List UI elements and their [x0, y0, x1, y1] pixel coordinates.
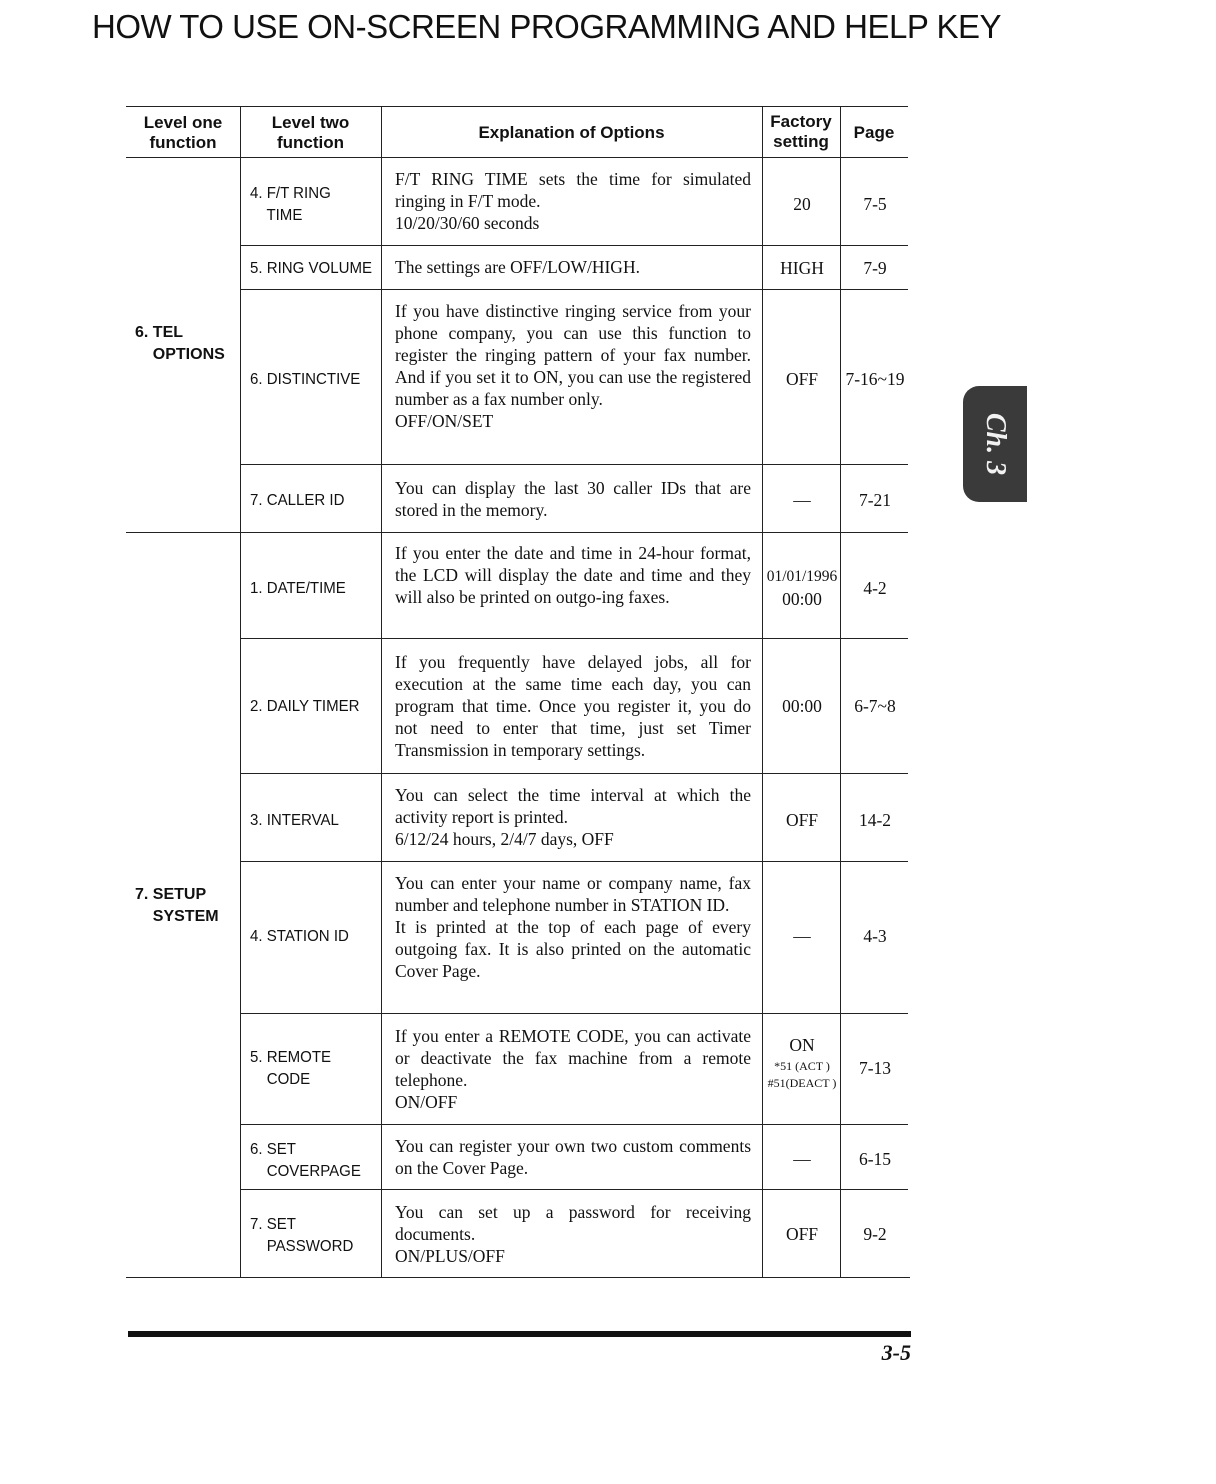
- explanation-station-id: You can enter your name or company name, fax number and telephone number in STATION ID. It is printed at the top of each page of every outgoing fax. It is also printed on the automatic Cover Page.: [395, 873, 751, 981]
- explanation-interval: You can select the time interval at which the activity report is printed. 6/12/24 hours, 2/4/7 days, OFF: [395, 785, 751, 849]
- page-set-coverpage: 6-15: [858, 1149, 892, 1169]
- page-distinctive: 7-16~19: [845, 369, 905, 389]
- page-ring-volume: 7-9: [863, 258, 887, 278]
- page-remote-code: 7-13: [858, 1058, 892, 1078]
- explanation-distinctive: If you have distinctive ringing service from your phone company, you can use this function to register the ringing pattern of your fax number. And if you set it to ON, you can use the registered number as a fax number only. OFF/ON/SET: [395, 301, 751, 431]
- header-page: Page: [853, 123, 895, 142]
- level-two-station-id: 4. STATION ID: [250, 928, 349, 945]
- page-date-time: 4-2: [863, 578, 887, 598]
- level-two-ring-volume: 5. RING VOLUME: [250, 260, 373, 277]
- explanation-ft-ring-time: F/T RING TIME sets the time for simulated ringing in F/T mode. 10/20/30/60 seconds: [395, 169, 751, 233]
- group-tel-options: 6. TEL OPTIONS: [135, 324, 225, 363]
- factory-caller-id: —: [793, 490, 811, 510]
- header-level-one: Level one function: [143, 113, 223, 152]
- footer-rule: [128, 1331, 911, 1337]
- factory-interval: OFF: [785, 810, 819, 830]
- explanation-ring-volume: The settings are OFF/LOW/HIGH.: [395, 257, 640, 277]
- factory-remote-code: [763, 1034, 841, 1090]
- page-caller-id: 7-21: [858, 490, 892, 510]
- factory-daily-timer: 00:00: [782, 696, 822, 716]
- level-two-remote-code: 5. REMOTE CODE: [250, 1049, 332, 1088]
- page-ft-ring-time: 7-5: [863, 194, 887, 214]
- level-two-ft-ring-time: 4. F/T RING TIME: [250, 185, 331, 224]
- header-factory-setting: Factory setting: [770, 112, 832, 151]
- explanation-remote-code: If you enter a REMOTE CODE, you can activate or deactivate the fax machine from a remote telephone. ON/OFF: [395, 1026, 751, 1112]
- level-two-daily-timer: 2. DAILY TIMER: [250, 698, 360, 715]
- factory-set-coverpage: —: [793, 1149, 811, 1169]
- factory-date-time: [763, 566, 841, 610]
- page-interval: 14-2: [858, 810, 892, 830]
- factory-time: 00:00: [782, 589, 822, 609]
- factory-remote-code-act: *51 (ACT ): [774, 1059, 830, 1073]
- explanation-caller-id: You can display the last 30 caller IDs that are stored in the memory.: [395, 478, 751, 520]
- level-two-interval: 3. INTERVAL: [250, 812, 339, 829]
- header-explanation: Explanation of Options: [478, 123, 665, 142]
- explanation-date-time: If you enter the date and time in 24-hour format, the LCD will display the date and time and they will also be printed on outgo-ing faxes.: [395, 543, 751, 607]
- level-two-set-password: 7. SET PASSWORD: [250, 1216, 354, 1255]
- level-two-set-coverpage: 6. SET COVERPAGE: [250, 1141, 361, 1180]
- group-setup-system: 7. SETUP SYSTEM: [135, 886, 219, 925]
- factory-remote-code-deact: #51(DEACT ): [767, 1076, 837, 1090]
- explanation-set-coverpage: You can register your own two custom comments on the Cover Page.: [395, 1136, 751, 1178]
- page-number: 3-5: [881, 1340, 911, 1365]
- page-station-id: 4-3: [863, 926, 887, 946]
- level-two-date-time: 1. DATE/TIME: [250, 580, 346, 597]
- page-daily-timer: 6-7~8: [854, 696, 896, 716]
- factory-remote-code-main: ON: [789, 1035, 815, 1055]
- page-set-password: 9-2: [863, 1224, 887, 1244]
- factory-set-password: OFF: [785, 1224, 819, 1244]
- factory-ring-volume: HIGH: [780, 258, 824, 278]
- factory-date: 01/01/1996: [766, 568, 838, 585]
- factory-ft-ring-time: 20: [793, 194, 811, 214]
- factory-station-id: —: [793, 926, 811, 946]
- explanation-set-password: You can set up a password for receiving documents. ON/PLUS/OFF: [395, 1202, 751, 1266]
- level-two-caller-id: 7. CALLER ID: [250, 492, 345, 509]
- chapter-tab-label: Ch. 3: [980, 412, 1011, 476]
- page-title: HOW TO USE ON-SCREEN PROGRAMMING AND HELP KEY: [92, 8, 1001, 45]
- factory-distinctive: OFF: [785, 369, 819, 389]
- chapter-tab: [963, 386, 1027, 502]
- header-level-two: Level two function: [271, 113, 350, 152]
- explanation-daily-timer: If you frequently have delayed jobs, all for execution at the same time each day, you can program that time. Once you register it, you do not need to enter that time, just set Timer Transmission in temporary settings.: [395, 652, 751, 760]
- level-two-distinctive: 6. DISTINCTIVE: [250, 371, 361, 388]
